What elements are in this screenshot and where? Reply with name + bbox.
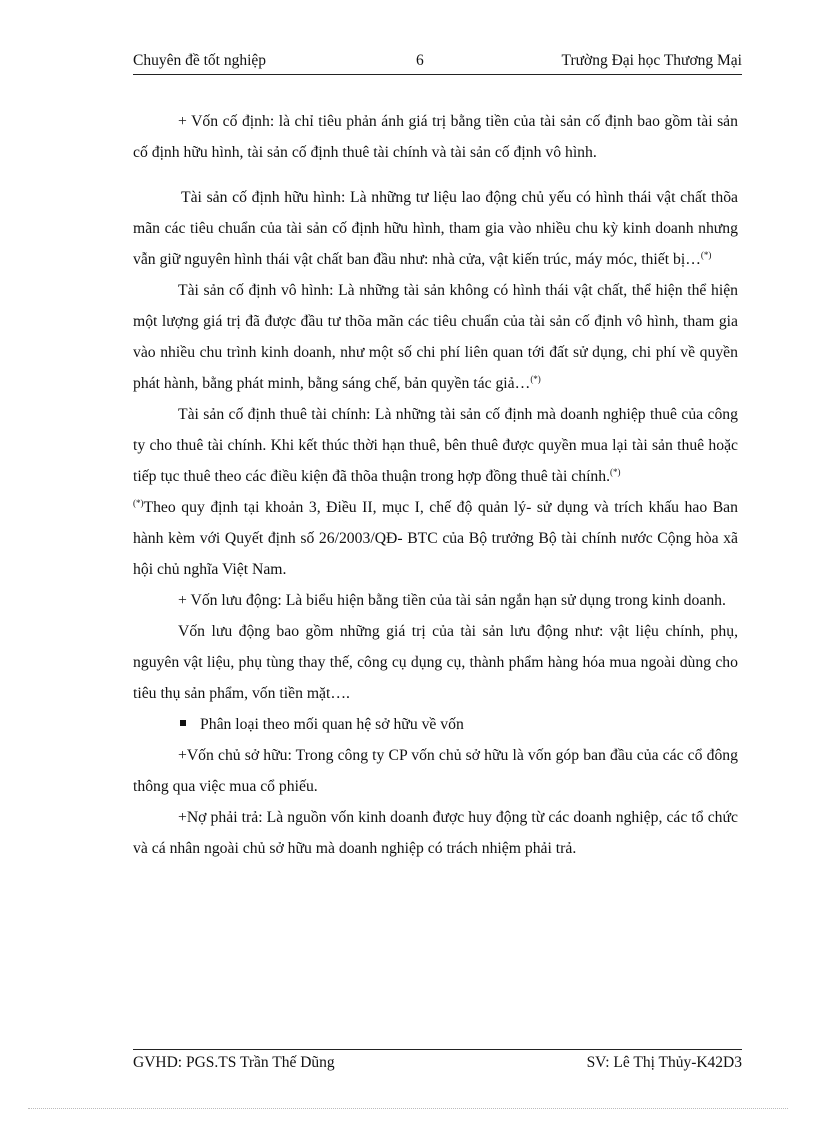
- footnote-mark: (*): [700, 250, 712, 260]
- footnote-mark: (*): [610, 467, 621, 477]
- page-footer: [133, 1049, 742, 1074]
- footer-student: SV: Lê Thị Thủy-K42D3: [586, 1054, 742, 1071]
- page-body: [133, 106, 738, 864]
- page-number: 6: [416, 52, 424, 69]
- paragraph-liabilities: +Nợ phải trả: Là nguồn vốn kinh doanh được huy động từ các doanh nghiệp, các tổ chức và cá nhân ngoài chủ sở hữu mà doanh nghiệp có trách nhiệm phải trả.: [133, 809, 738, 857]
- bullet-ownership-classification: Phân loại theo mối quan hệ sở hữu về vốn: [133, 709, 738, 740]
- paragraph-finance-lease-assets: Tài sản cố định thuê tài chính: Là những tài sản cố định mà doanh nghiệp thuê của công ty cho thuê tài chính. Khi kết thúc thời hạn thuê, bên thuê được quyền mua lại tài sản thuê hoặc tiếp tục thuê theo các điều kiện đã thõa thuận trong hợp đồng thuê tài chính.(*): [133, 406, 738, 485]
- footnote-mark: (*): [530, 374, 541, 384]
- paragraph-intangible-assets: Tài sản cố định vô hình: Là những tài sản không có hình thái vật chất, thể hiện thể hiện một lượng giá trị đã được đầu tư thõa mãn các tiêu chuẩn của tài sản cố định vô hình, tham gia vào nhiều chu trình kinh doanh, như một số chi phí liên quan tới đất sử dụng, chi phí về quyền phát hành, bằng phát minh, bằng sáng chế, bản quyền tác giả…(*): [133, 282, 738, 392]
- header-document-title: Chuyên đề tốt nghiệp: [133, 52, 267, 69]
- page-header: [133, 52, 742, 75]
- footer-supervisor: GVHD: PGS.TS Trần Thế Dũng: [133, 1054, 335, 1071]
- paragraph-working-capital: + Vốn lưu động: Là biểu hiện bằng tiền của tài sản ngắn hạn sử dụng trong kinh doanh.: [178, 592, 726, 609]
- paragraph-working-capital-detail: Vốn lưu động bao gồm những giá trị của tài sản lưu động như: vật liệu chính, phụ, nguyên vật liệu, phụ tùng thay thế, công cụ dụng cụ, thành phẩm hàng hóa mua ngoài dùng cho tiêu thụ sản phẩm, vốn tiền mặt….: [133, 623, 738, 702]
- paragraph-regulation-note: (*)Theo quy định tại khoản 3, Điều II, mục I, chế độ quản lý- sử dụng và trích khấu hao Ban hành kèm với Quyết định số 26/2003/QĐ- BTC của Bộ trưởng Bộ tài chính nước Cộng hòa xã hội chủ nghĩa Việt Nam.: [133, 498, 738, 578]
- header-university: Trường Đại học Thương Mại: [561, 52, 742, 69]
- paragraph-owner-equity: +Vốn chủ sở hữu: Trong công ty CP vốn chủ sở hữu là vốn góp ban đầu của các cổ đông thông qua việc mua cổ phiếu.: [133, 747, 738, 795]
- bullet-icon: [180, 720, 186, 726]
- paragraph-tangible-assets: Tài sản cố định hữu hình: Là những tư liệu lao động chủ yếu có hình thái vật chất thõa mãn các tiêu chuẩn của tài sản cố định hữu hình, tham gia vào nhiều chu kỳ kinh doanh nhưng vẫn giữ nguyên hình thái vật chất ban đầu như: nhà cửa, vật kiến trúc, máy móc, thiết bị…(*): [133, 189, 738, 268]
- footnote-mark: (*): [133, 498, 144, 508]
- page-bottom-divider: [28, 1108, 788, 1109]
- paragraph-fixed-capital: + Vốn cố định: là chỉ tiêu phản ánh giá trị bằng tiền của tài sản cố định bao gồm tài sản cố định hữu hình, tài sản cố định thuê tài chính và tài sản cố định vô hình.: [133, 113, 738, 161]
